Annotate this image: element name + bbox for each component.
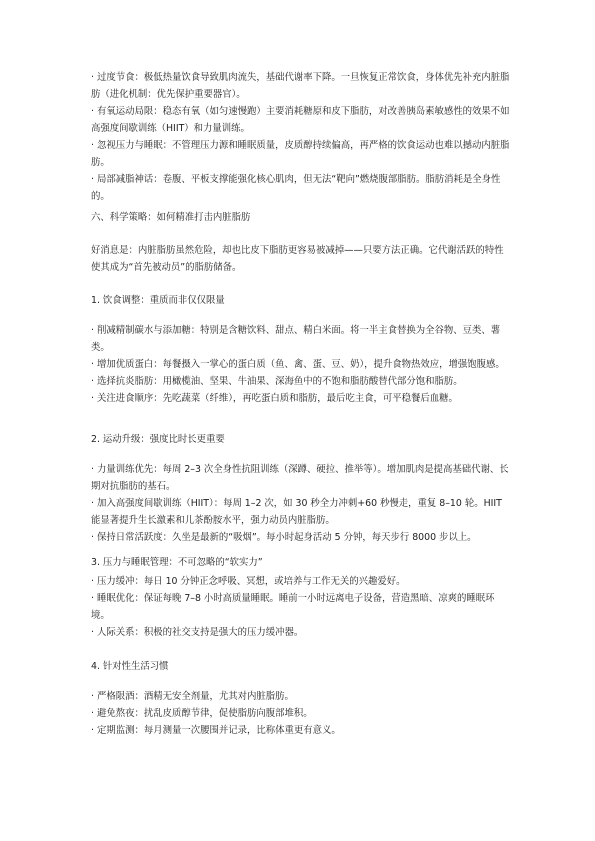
list-item: · 选择抗炎脂肪：用橄榄油、坚果、牛油果、深海鱼中的不饱和脂肪酸替代部分饱和脂肪。 <box>91 376 463 387</box>
pitfalls-list <box>91 69 511 205</box>
list-item: · 局部减脂神话：卷腹、平板支撑能强化核心肌肉，但无法“靶向”燃烧腹部脂肪。脂肪消耗是全身性的。 <box>91 174 501 202</box>
subsection-title-exercise: 2. 运动升级：强度比时长更重要 <box>91 434 225 445</box>
diet-list <box>91 322 511 407</box>
list-item: · 增加优质蛋白：每餐摄入一掌心的蛋白质（鱼、禽、蛋、豆、奶），提升食物热效应，增强饱腹感。 <box>91 359 505 370</box>
list-item: · 避免熬夜：扰乱皮质醇节律，促使脂肪向腹部堆积。 <box>91 708 313 719</box>
subsection-title-habits: 4. 针对性生活习惯 <box>91 661 169 672</box>
section-title: 六、科学策略：如何精准打击内脏脂肪 <box>91 212 251 223</box>
list-item: · 有氧运动局限：稳态有氧（如匀速慢跑）主要消耗糖原和皮下脂肪，对改善胰岛素敏感性的效果不如高强度间歇训练（HIIT）和力量训练。 <box>91 106 510 134</box>
list-item: · 过度节食：极低热量饮食导致肌肉流失，基础代谢率下降。一旦恢复正常饮食，身体优先补充内脏脂肪（进化机制：优先保护重要器官）。 <box>91 72 510 100</box>
exercise-list <box>91 461 511 546</box>
list-item: · 人际关系：积极的社交支持是强大的压力缓冲器。 <box>91 627 304 638</box>
intro-paragraph: 好消息是：内脏脂肪虽然危险，却也比皮下脂肪更容易被减掉——只要方法正确。它代谢活跃的特性使其成为“首先被动员”的脂肪储备。 <box>91 245 504 273</box>
list-item: · 定期监测：每月测量一次腰围并记录，比称体重更有意义。 <box>91 725 341 736</box>
list-item: · 睡眠优化：保证每晚 7–8 小时高质量睡眠。睡前一小时远离电子设备，营造黑暗、凉爽的睡眠环境。 <box>91 593 495 621</box>
list-item: · 加入高强度间歇训练（HIIT）：每周 1–2 次，如 30 秒全力冲刺+60 秒慢走，重复 8–10 轮。HIIT 能显著提升生长激素和儿茶酚胺水平，强力动员内脏脂肪。 <box>91 498 502 526</box>
list-item: · 关注进食顺序：先吃蔬菜（纤维），再吃蛋白质和脂肪，最后吃主食，可平稳餐后血糖。 <box>91 393 458 404</box>
list-item: · 忽视压力与睡眠：不管理压力源和睡眠质量，皮质醇持续偏高，再严格的饮食运动也难以撼动内脏脂肪。 <box>91 140 510 168</box>
list-item: · 削减精制碳水与添加糖：特别是含糖饮料、甜点、精白米面。将一半主食替换为全谷物、豆类、薯类。 <box>91 325 501 353</box>
list-item: · 力量训练优先：每周 2–3 次全身性抗阻训练（深蹲、硬拉、推举等）。增加肌肉是提高基础代谢、长期对抗脂肪的基石。 <box>91 464 509 492</box>
list-item: · 压力缓冲：每日 10 分钟正念呼吸、冥想，或培养与工作无关的兴趣爱好。 <box>91 576 406 587</box>
list-item: · 严格限酒：酒精无安全剂量，尤其对内脏脂肪。 <box>91 691 294 702</box>
subsection-title-stress-sleep: 3. 压力与睡眠管理：不可忽略的“软实力” <box>91 557 263 568</box>
subsection-title-diet: 1. 饮食调整：重质而非仅仅限量 <box>91 295 225 306</box>
list-item: · 保持日常活跃度：久坐是最新的“吸烟”。每小时起身活动 5 分钟，每天步行 8000 步以上。 <box>91 532 477 543</box>
habits-list <box>91 688 511 739</box>
stress-sleep-list <box>91 573 511 641</box>
